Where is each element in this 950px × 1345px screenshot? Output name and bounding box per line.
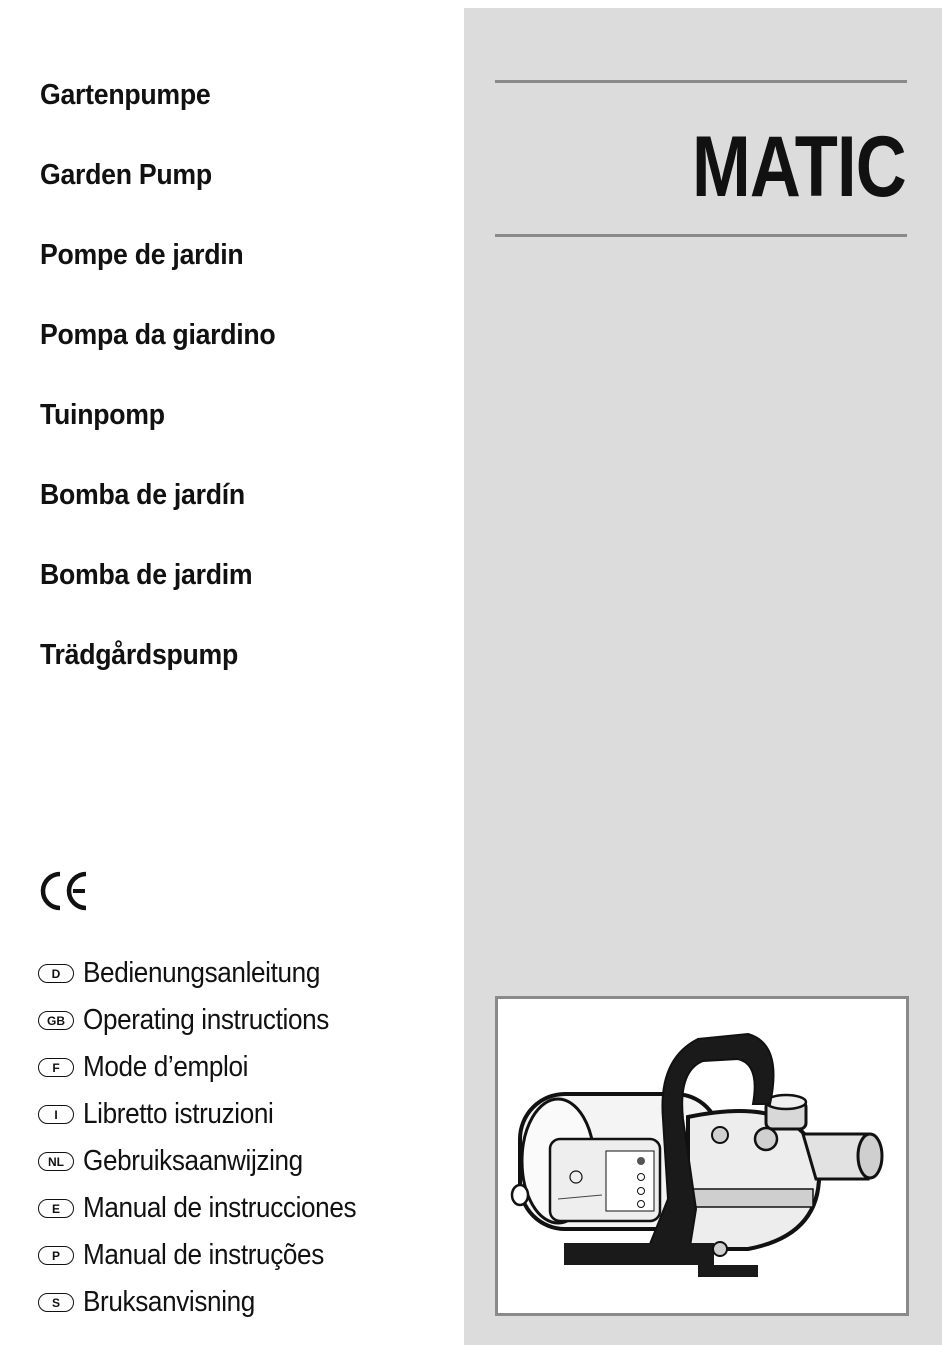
bottom-divider xyxy=(495,234,907,237)
language-badge: S xyxy=(38,1293,74,1312)
product-title-list xyxy=(40,72,296,712)
manual-item xyxy=(38,1138,387,1185)
language-badge: NL xyxy=(38,1152,74,1171)
manual-label: Mode d’emploi xyxy=(83,1051,249,1083)
title-es: Bomba de jardín xyxy=(40,479,245,511)
language-badge: GB xyxy=(38,1011,74,1030)
manual-item xyxy=(38,1232,387,1279)
manual-item xyxy=(38,1279,387,1326)
manual-language-list xyxy=(38,950,387,1326)
language-badge: P xyxy=(38,1246,74,1265)
manual-label: Gebruiksaanwijzing xyxy=(83,1145,303,1177)
manual-label: Libretto istruzioni xyxy=(83,1098,274,1130)
manual-label: Operating instructions xyxy=(83,1004,329,1036)
title-en: Garden Pump xyxy=(40,159,212,191)
manual-item xyxy=(38,997,387,1044)
manual-label: Bruksanvisning xyxy=(83,1286,255,1318)
garden-pump-illustration-icon xyxy=(498,999,906,1313)
ce-mark-icon xyxy=(40,870,92,912)
title-de: Gartenpumpe xyxy=(40,79,211,111)
cover-side-panel xyxy=(464,8,942,1345)
language-badge: E xyxy=(38,1199,74,1218)
title-it: Pompa da giardino xyxy=(40,319,276,351)
title-pt: Bomba de jardim xyxy=(40,559,253,591)
title-sv: Trädgårdspump xyxy=(40,639,239,671)
language-badge: D xyxy=(38,964,74,983)
title-nl: Tuinpomp xyxy=(40,399,165,431)
title-fr: Pompe de jardin xyxy=(40,239,244,271)
manual-item xyxy=(38,950,387,997)
brand-name: MATIC xyxy=(692,119,906,215)
manual-label: Manual de instruções xyxy=(83,1239,324,1271)
product-image-frame xyxy=(495,996,909,1316)
manual-label: Manual de instrucciones xyxy=(83,1192,357,1224)
language-badge: F xyxy=(38,1058,74,1077)
manual-label: Bedienungsanleitung xyxy=(83,957,320,989)
manual-item xyxy=(38,1185,387,1232)
manual-item xyxy=(38,1044,387,1091)
manual-item xyxy=(38,1091,387,1138)
language-badge: I xyxy=(38,1105,74,1124)
top-divider xyxy=(495,80,907,83)
